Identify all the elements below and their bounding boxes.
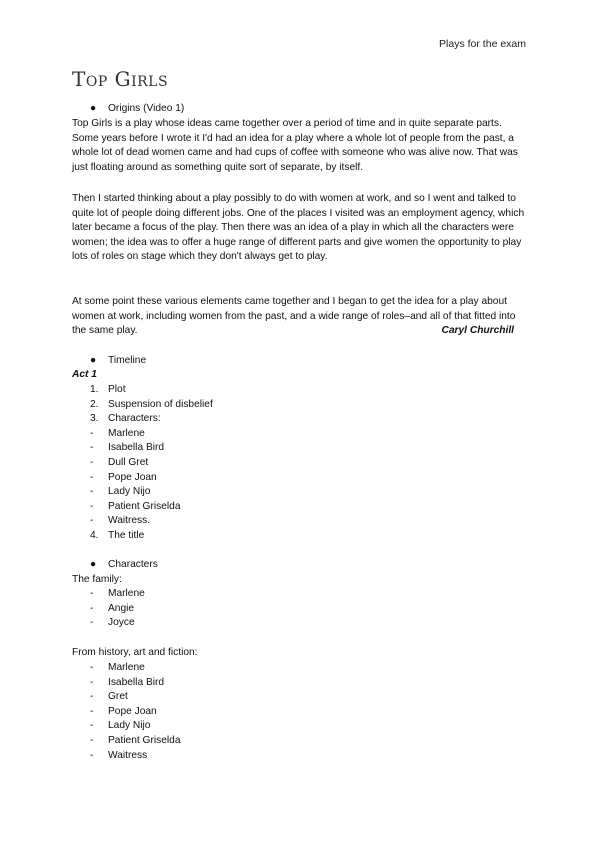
- list-marker: 4.: [90, 529, 99, 541]
- list-item-text: Marlene: [108, 427, 145, 439]
- family-label: The family:: [72, 574, 122, 585]
- page-header: Plays for the exam: [439, 38, 526, 50]
- list-item-text: Patient Griselda: [108, 734, 181, 746]
- list-marker: -: [90, 720, 94, 732]
- bullet-icon: ●: [90, 559, 97, 570]
- list-item-text: Lady Nijo: [108, 720, 151, 732]
- list-item-text: Waitress.: [108, 515, 151, 527]
- list-marker: 2.: [90, 398, 99, 410]
- list-marker: -: [90, 734, 94, 746]
- list-marker: -: [90, 749, 94, 761]
- list-marker: -: [90, 427, 94, 439]
- bullet-icon: ●: [90, 103, 97, 114]
- list-item-text: Waitress: [108, 749, 148, 761]
- list-item-text: Plot: [108, 384, 126, 395]
- timeline-heading: Timeline: [108, 355, 147, 366]
- list-item-text: Angie: [108, 602, 135, 614]
- list-item-text: Isabella Bird: [108, 676, 165, 688]
- list-item-text: Marlene: [108, 588, 145, 599]
- paragraph-text: At some point these various elements came together and I began to get the idea for a play about women at work, including women from the past, and a wide range of roles–and all of that fitted into the same play.: [72, 296, 516, 337]
- paragraph-text: Then I started thinking about a play possibly to do with women at work, and so I went and talked to quite lot of people doing different jobs. One of the places I visited was an employment agency, which later became a focus of the play. Then there was an idea of a play in which all the characters were women; the idea was to offer a huge range of different parts and give women the opportunity to play lots of roles on stage which they don't always get to play.: [72, 193, 525, 263]
- list-marker: -: [90, 676, 94, 688]
- list-marker: -: [90, 486, 94, 498]
- list-marker: -: [90, 471, 94, 483]
- list-marker: -: [90, 617, 94, 629]
- signature: Caryl Churchill: [441, 325, 514, 336]
- list-item-text: Dull Gret: [108, 456, 149, 468]
- document-title: Top Girls: [72, 67, 169, 91]
- list-item-text: Lady Nijo: [108, 486, 151, 498]
- list-marker: -: [90, 588, 94, 599]
- list-item-text: Pope Joan: [108, 705, 157, 717]
- act-label: Act 1: [72, 369, 97, 380]
- origins-heading: Origins (Video 1): [108, 103, 185, 114]
- list-item-text: Gret: [108, 691, 128, 703]
- list-marker: 3.: [90, 413, 99, 425]
- list-item-text: Characters:: [108, 413, 161, 425]
- list-item-text: Suspension of disbelief: [108, 398, 213, 410]
- bullet-icon: ●: [90, 355, 97, 366]
- list-marker: -: [90, 500, 94, 512]
- list-marker: -: [90, 442, 94, 454]
- list-item-text: Isabella Bird: [108, 442, 165, 454]
- origins-paragraph-1: [72, 117, 530, 175]
- paragraph-text: Top Girls is a play whose ideas came together over a period of time and in quite separate parts. Some years before I wrote it I'd had an idea for a play where a whole lot of people from the past, a whole lot of dead women came and had cups of coffee with someone who was alive now. That was just floating around as something quite sort of separate, by itself.: [72, 118, 518, 173]
- list-marker: -: [90, 602, 94, 614]
- list-item-text: Patient Griselda: [108, 500, 181, 512]
- list-item-text: Marlene: [108, 662, 145, 673]
- list-item-text: Joyce: [108, 617, 135, 629]
- origins-paragraph-2: [72, 192, 530, 265]
- list-marker: -: [90, 456, 94, 468]
- list-marker: 1.: [90, 384, 99, 395]
- history-label: From history, art and fiction:: [72, 647, 198, 658]
- characters-heading: Characters: [108, 559, 158, 570]
- list-marker: -: [90, 515, 94, 527]
- list-item-text: Pope Joan: [108, 471, 157, 483]
- list-marker: -: [90, 705, 94, 717]
- list-marker: -: [90, 662, 94, 673]
- list-marker: -: [90, 691, 94, 703]
- list-item-text: The title: [108, 529, 145, 541]
